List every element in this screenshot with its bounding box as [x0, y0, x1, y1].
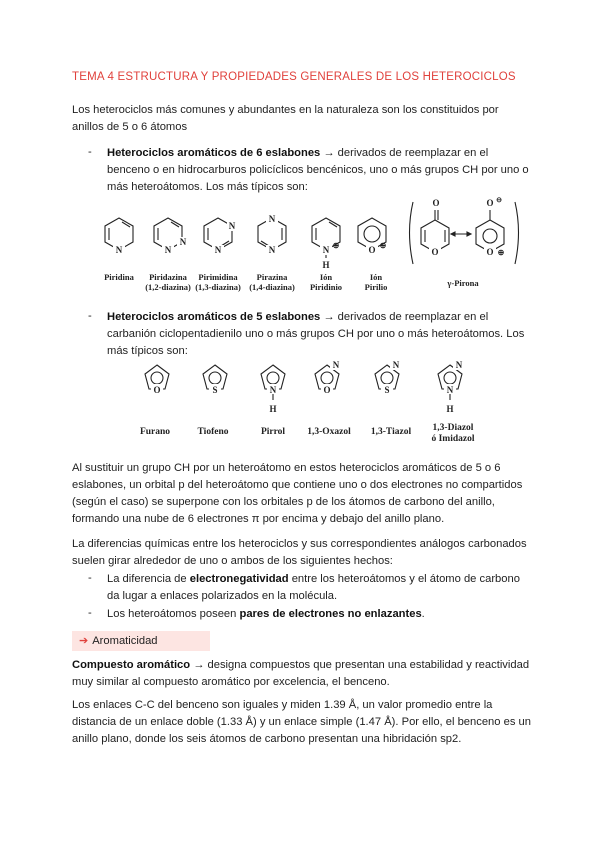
section-heading-label: Aromaticidad: [92, 635, 158, 647]
bullet-dash-1: -: [88, 146, 92, 158]
pyridinium-h: H: [322, 260, 330, 270]
caption-ion-piridinio: Ión: [319, 272, 333, 282]
aromatic-compound-term: Compuesto aromático: [72, 659, 191, 671]
bullet-lone-pairs-post: .: [421, 608, 425, 620]
oxazole-n: N: [332, 360, 340, 370]
imidazole-n1: N: [446, 385, 454, 395]
imidazole-h: H: [446, 404, 454, 414]
bullet-lone-pairs: [107, 606, 532, 623]
caption-pirimidina: Pirimidina: [198, 272, 238, 282]
imidazole-n3: N: [455, 360, 463, 370]
bullet-five-membered-heading: Heterociclos aromáticos de 5 eslabones: [107, 311, 321, 323]
aromatic-compound-rest: → designa compuestos que presentan una estabilidad y reactividad: [190, 659, 530, 671]
pyridinium-charge: ⊕: [332, 241, 340, 250]
differences-paragraph: [72, 536, 542, 570]
caption-furano: Furano: [139, 427, 171, 437]
caption-ion-pirilio: Ión: [369, 272, 383, 282]
oxazole-o: O: [323, 385, 331, 395]
pyridazine-n1: N: [164, 245, 172, 255]
thiazole-n: N: [392, 360, 400, 370]
orbital-paragraph: [72, 460, 542, 528]
caption-pirazina: Pirazina: [256, 272, 288, 282]
bullet-five-membered-rest: → derivados de reemplazar en el: [320, 311, 489, 323]
bullet-six-membered-rest: → derivados de reemplazar en el: [320, 147, 489, 159]
orbital-line-1: Al sustituir un grupo CH por un heteroátomo en estos heterociclos aromáticos de 5 o 6: [72, 462, 501, 474]
caption-pirimidina-2: (1,3-diazina): [195, 282, 241, 292]
page-title: TEMA 4 ESTRUCTURA Y PROPIEDADES GENERALES DE LOS HETEROCICLOS: [72, 71, 516, 83]
benzene-line-3: anillo plano, donde los seis átomos de carbono presentan una hibridación sp2.: [72, 733, 462, 745]
pyrimidine-n1: N: [214, 245, 222, 255]
caption-gamma-pirona: γ-Pirona: [447, 278, 479, 288]
five-membered-heterocycles-figure: [125, 355, 495, 447]
pyrrole-h: H: [269, 404, 277, 414]
caption-pirazina-2: (1,4-diazina): [249, 282, 295, 292]
intro-line-2: anillos de 5 o 6 átomos: [72, 121, 188, 133]
aromatic-compound-paragraph: [72, 657, 542, 691]
thiazole-s: S: [384, 385, 390, 395]
pyrazine-n4: N: [268, 245, 276, 255]
bullet-lone-pairs-bold: pares de electrones no enlazantes: [239, 608, 422, 620]
bullet-six-membered-heading: Heterociclos aromáticos de 6 eslabones: [107, 147, 321, 159]
bullet-dash-2: -: [88, 310, 92, 322]
orbital-line-3: (según el caso) se superpone con los orbitales p de los átomos de carbono del anillo,: [72, 496, 495, 508]
intro-paragraph: [72, 102, 532, 136]
intro-line-1: Los heterociclos más comunes y abundantes en la naturaleza son los constituidos por: [72, 104, 499, 116]
pyrylium-o: O: [368, 245, 376, 255]
furan-o: O: [153, 385, 161, 395]
benzene-bonds-paragraph: [72, 697, 542, 748]
bullet-electronegativity-post: entre los heteroátomos y el átomo de carbono: [288, 573, 520, 585]
pyrone2-charge: ⊕: [497, 248, 505, 257]
caption-piridina: Piridina: [104, 272, 134, 282]
benzene-line-1: Los enlaces C-C del benceno son iguales y miden 1.39 Å, un valor promedio entre la: [72, 699, 493, 711]
bullet-electronegativity-bold: electronegatividad: [189, 573, 289, 585]
bullet-lone-pairs-pre: Los heteroátomos poseen: [107, 608, 240, 620]
pyrrole-n: N: [269, 385, 277, 395]
caption-piridazina-2: (1,2-diazina): [145, 282, 191, 292]
bullet-six-membered-line-3: más heteroátomos. Los más típicos son:: [107, 181, 308, 193]
section-heading-aromaticidad: [79, 634, 158, 647]
pyrazine-n1: N: [268, 214, 276, 224]
orbital-line-4: formando una nube de 6 electrones π por encima y debajo del anillo plano.: [72, 513, 445, 525]
caption-tiofeno: Tiofeno: [197, 427, 229, 437]
pyridinium-n: N: [322, 245, 330, 255]
bullet-six-membered: [107, 145, 532, 196]
pyrone2-oxide-o: O: [486, 198, 494, 208]
pyrone2-ring-o: O: [486, 247, 494, 257]
caption-diazol: 1,3-Diazol: [432, 423, 474, 433]
pyridazine-n2: N: [179, 237, 187, 247]
caption-tiazol: 1,3-Tiazol: [370, 427, 412, 437]
orbital-line-2: eslabones, un orbital p del heteroátomo que contiene uno o dos electrones no compartidos: [72, 479, 523, 491]
thiophene-s: S: [212, 385, 218, 395]
bullet-electronegativity: [107, 571, 532, 605]
pyrone-ring-o: O: [431, 247, 439, 257]
bullet-five-membered-line-2: carbanión ciclopentadienilo uno o más grupos CH por uno o más heteroátomos. Los: [107, 328, 525, 340]
aromatic-compound-line-2: muy similar al compuesto aromático por excelencia, el benceno.: [72, 676, 390, 688]
differences-line-1: La diferencias químicas entre los heterociclos y sus correspondientes análogos carbonados: [72, 538, 527, 550]
pyrone-carbonyl-o: O: [432, 198, 440, 208]
bullet-dash-3: -: [88, 572, 92, 584]
bullet-six-membered-line-2: benceno o en hidrocarburos policíclicos bencénicos, uno o más grupos CH por uno o: [107, 164, 529, 176]
bullet-five-membered: [107, 309, 532, 360]
arrow-right-icon: ➔: [79, 635, 89, 647]
differences-line-2: suelen girar alrededor de uno o ambos de los siguientes hechos:: [72, 555, 393, 567]
caption-ion-piridinio-2: Piridinio: [309, 282, 343, 292]
pyrone2-minus: ⊖: [496, 196, 502, 204]
six-membered-heterocycles-figure: [95, 192, 525, 297]
bullet-dash-4: -: [88, 607, 92, 619]
bullet-five-membered-line-3: más típicos son:: [107, 345, 188, 357]
pyrylium-charge: ⊕: [379, 241, 387, 250]
pyridine-n: N: [115, 245, 123, 255]
benzene-line-2: distancia de un enlace doble (1.33 Å) y un enlace simple (1.47 Å). Por ello, el benceno es un: [72, 716, 531, 728]
caption-pirrol: Pirrol: [260, 427, 286, 437]
caption-oxazol: 1,3-Oxazol: [307, 427, 351, 437]
caption-ion-pirilio-2: Pirilio: [364, 282, 388, 292]
caption-imidazol: ó Imidazol: [431, 434, 475, 444]
pyrimidine-n3: N: [228, 221, 236, 231]
bullet-electronegativity-line-2: da lugar a enlaces polarizados en la molécula.: [107, 590, 338, 602]
caption-piridazina: Piridazina: [149, 272, 187, 282]
bullet-electronegativity-pre: La diferencia de: [107, 573, 190, 585]
